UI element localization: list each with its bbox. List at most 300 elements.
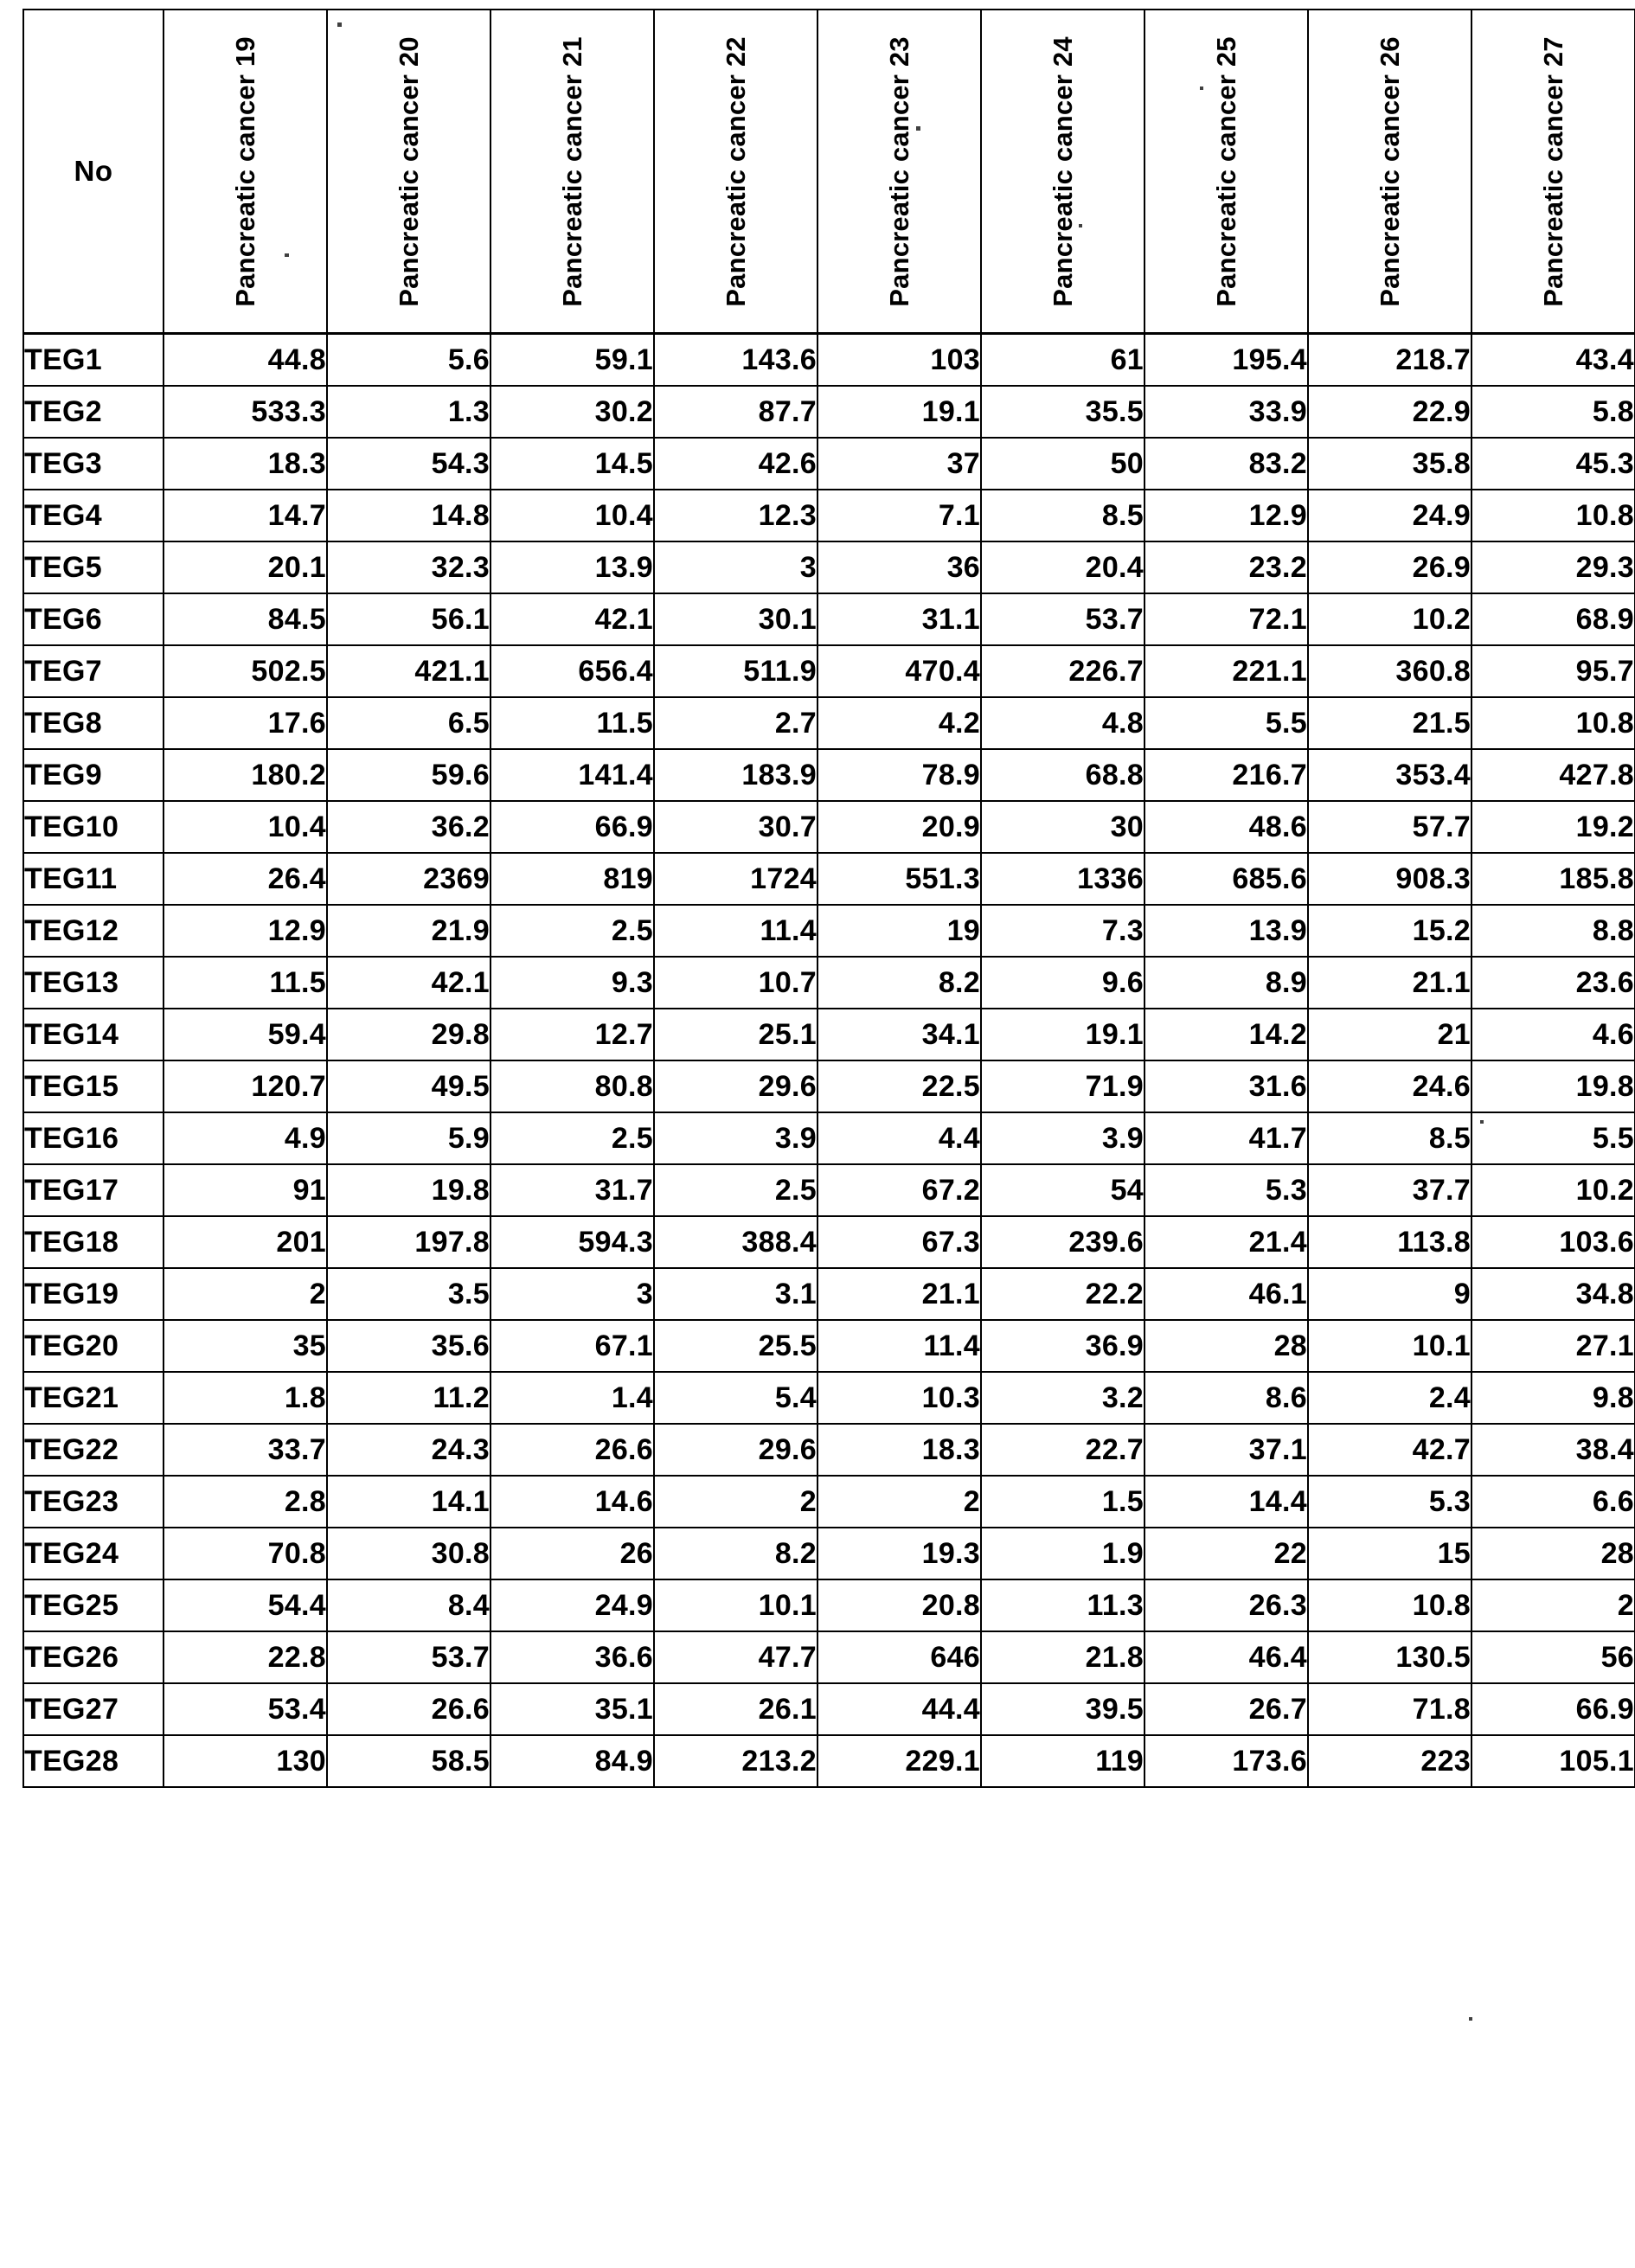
table-cell: 30.2 [490,386,654,438]
table-cell: 5.9 [327,1112,490,1164]
table-cell: 31.6 [1144,1060,1308,1112]
column-header-1 [164,10,327,334]
row-label: TEG21 [23,1372,164,1424]
table-row [23,1735,1635,1787]
table-row [23,438,1635,490]
table-cell: 388.4 [654,1216,818,1268]
table-row [23,490,1635,541]
rotated-header-wrap [1145,10,1307,332]
table-cell: 646 [818,1631,981,1683]
table-cell: 46.1 [1144,1268,1308,1320]
table-cell: 21.1 [818,1268,981,1320]
table-cell: 24.3 [327,1424,490,1476]
table-cell: 8.4 [327,1579,490,1631]
table-cell: 8.6 [1144,1372,1308,1424]
table-cell: 14.7 [164,490,327,541]
table-cell: 3.1 [654,1268,818,1320]
table-cell: 83.2 [1144,438,1308,490]
table-cell: 6.6 [1472,1476,1635,1528]
table-cell: 2 [818,1476,981,1528]
table-cell: 10.2 [1472,1164,1635,1216]
row-label: TEG16 [23,1112,164,1164]
table-cell: 22.5 [818,1060,981,1112]
table-cell: 12.9 [164,905,327,957]
table-cell: 23.6 [1472,957,1635,1009]
table-header-row [23,10,1635,334]
column-header-label: Pancreatic cancer 25 [1211,35,1241,307]
table-cell: 15 [1308,1528,1472,1579]
table-cell: 201 [164,1216,327,1268]
table-cell: 67.3 [818,1216,981,1268]
table-cell: 130.5 [1308,1631,1472,1683]
table-cell: 1.4 [490,1372,654,1424]
table-cell: 26.1 [654,1683,818,1735]
table-cell: 2369 [327,853,490,905]
table-cell: 36.2 [327,801,490,853]
rotated-header-wrap [328,10,490,332]
table-cell: 70.8 [164,1528,327,1579]
table-cell: 9.8 [1472,1372,1635,1424]
row-label: TEG11 [23,853,164,905]
table-body [23,334,1635,1788]
row-label: TEG13 [23,957,164,1009]
row-label: TEG6 [23,593,164,645]
table-cell: 20.4 [981,541,1144,593]
table-cell: 2 [164,1268,327,1320]
table-cell: 4.8 [981,697,1144,749]
table-cell: 1.3 [327,386,490,438]
row-label: TEG17 [23,1164,164,1216]
row-label: TEG22 [23,1424,164,1476]
table-cell: 533.3 [164,386,327,438]
scan-speckle [1469,2017,1472,2021]
table-row [23,801,1635,853]
row-label: TEG3 [23,438,164,490]
table-cell: 11.3 [981,1579,1144,1631]
table-row [23,1112,1635,1164]
table-cell: 25.1 [654,1009,818,1060]
column-header-4 [654,10,818,334]
table-cell: 17.6 [164,697,327,749]
table-cell: 32.3 [327,541,490,593]
table-cell: 26.3 [1144,1579,1308,1631]
rotated-header-wrap [1309,10,1471,332]
row-label: TEG18 [23,1216,164,1268]
table-cell: 185.8 [1472,853,1635,905]
pancreatic-cancer-teg-table [22,9,1635,1788]
table-cell: 11.4 [654,905,818,957]
table-cell: 1724 [654,853,818,905]
table-cell: 67.2 [818,1164,981,1216]
table-cell: 14.8 [327,490,490,541]
table-cell: 68.8 [981,749,1144,801]
table-cell: 3.5 [327,1268,490,1320]
table-cell: 30.1 [654,593,818,645]
table-cell: 130 [164,1735,327,1787]
table-cell: 42.1 [490,593,654,645]
table-cell: 26.4 [164,853,327,905]
table-cell: 53.7 [327,1631,490,1683]
table-cell: 20.8 [818,1579,981,1631]
row-label: TEG25 [23,1579,164,1631]
table-cell: 25.5 [654,1320,818,1372]
table-row [23,593,1635,645]
table-cell: 87.7 [654,386,818,438]
column-header-label: Pancreatic cancer 26 [1375,35,1405,307]
table-cell: 9 [1308,1268,1472,1320]
table-cell: 2.5 [490,905,654,957]
table-cell: 66.9 [490,801,654,853]
table-cell: 7.3 [981,905,1144,957]
table-cell: 2 [654,1476,818,1528]
table-cell: 8.9 [1144,957,1308,1009]
table-cell: 2 [1472,1579,1635,1631]
table-cell: 120.7 [164,1060,327,1112]
table-cell: 551.3 [818,853,981,905]
table-cell: 2.8 [164,1476,327,1528]
row-label: TEG5 [23,541,164,593]
table-cell: 22.8 [164,1631,327,1683]
table-cell: 8.2 [654,1528,818,1579]
table-cell: 5.8 [1472,386,1635,438]
table-cell: 29.6 [654,1060,818,1112]
column-header-6 [981,10,1144,334]
table-cell: 19.1 [818,386,981,438]
table-cell: 511.9 [654,645,818,697]
table-cell: 8.2 [818,957,981,1009]
table-cell: 3.2 [981,1372,1144,1424]
table-row [23,334,1635,387]
table-cell: 10.3 [818,1372,981,1424]
table-row [23,386,1635,438]
table-cell: 30 [981,801,1144,853]
row-label: TEG19 [23,1268,164,1320]
table-cell: 35.1 [490,1683,654,1735]
rotated-header-wrap [164,10,326,332]
table-cell: 39.5 [981,1683,1144,1735]
table-cell: 21.1 [1308,957,1472,1009]
table-cell: 21 [1308,1009,1472,1060]
table-row [23,1476,1635,1528]
table-row [23,1631,1635,1683]
table-cell: 2.5 [654,1164,818,1216]
table-cell: 10.8 [1472,490,1635,541]
table-cell: 68.9 [1472,593,1635,645]
table-cell: 10.2 [1308,593,1472,645]
table-cell: 223 [1308,1735,1472,1787]
row-label: TEG28 [23,1735,164,1787]
table-cell: 1.8 [164,1372,327,1424]
table-cell: 10.4 [164,801,327,853]
table-cell: 43.4 [1472,334,1635,387]
table-row [23,1320,1635,1372]
table-cell: 19 [818,905,981,957]
column-header-label: Pancreatic cancer 27 [1538,35,1568,307]
table-cell: 71.8 [1308,1683,1472,1735]
table-cell: 21.4 [1144,1216,1308,1268]
table-cell: 226.7 [981,645,1144,697]
table-cell: 14.5 [490,438,654,490]
table-cell: 13.9 [1144,905,1308,957]
table-cell: 427.8 [1472,749,1635,801]
table-cell: 42.6 [654,438,818,490]
table-cell: 470.4 [818,645,981,697]
table-cell: 44.8 [164,334,327,387]
table-row [23,905,1635,957]
table-cell: 1.9 [981,1528,1144,1579]
table-cell: 21.9 [327,905,490,957]
table-cell: 58.5 [327,1735,490,1787]
table-row [23,541,1635,593]
table-cell: 35.8 [1308,438,1472,490]
table-row [23,1009,1635,1060]
table-cell: 5.6 [327,334,490,387]
table-cell: 24.9 [1308,490,1472,541]
table-cell: 49.5 [327,1060,490,1112]
table-cell: 656.4 [490,645,654,697]
table-row [23,1216,1635,1268]
table-cell: 908.3 [1308,853,1472,905]
table-cell: 37 [818,438,981,490]
table-cell: 61 [981,334,1144,387]
table-cell: 23.2 [1144,541,1308,593]
table-cell: 360.8 [1308,645,1472,697]
table-cell: 11.4 [818,1320,981,1372]
table-cell: 91 [164,1164,327,1216]
table-cell: 14.2 [1144,1009,1308,1060]
row-label: TEG26 [23,1631,164,1683]
rotated-header-wrap [982,10,1144,332]
table-cell: 26.7 [1144,1683,1308,1735]
table-cell: 14.1 [327,1476,490,1528]
table-cell: 84.9 [490,1735,654,1787]
table-cell: 9.3 [490,957,654,1009]
row-label: TEG15 [23,1060,164,1112]
table-cell: 353.4 [1308,749,1472,801]
table-cell: 180.2 [164,749,327,801]
table-cell: 22.7 [981,1424,1144,1476]
table-cell: 29.6 [654,1424,818,1476]
table-cell: 22.9 [1308,386,1472,438]
table-row [23,697,1635,749]
rotated-header-wrap [818,10,980,332]
table-row [23,1268,1635,1320]
row-label: TEG27 [23,1683,164,1735]
table-cell: 84.5 [164,593,327,645]
table-cell: 66.9 [1472,1683,1635,1735]
table-cell: 103.6 [1472,1216,1635,1268]
table-cell: 141.4 [490,749,654,801]
table-cell: 5.3 [1144,1164,1308,1216]
table-cell: 24.9 [490,1579,654,1631]
table-cell: 3 [654,541,818,593]
row-label: TEG12 [23,905,164,957]
table-cell: 11.5 [164,957,327,1009]
table-cell: 53.7 [981,593,1144,645]
table-cell: 15.2 [1308,905,1472,957]
table-row [23,1579,1635,1631]
table-cell: 21.8 [981,1631,1144,1683]
table-cell: 8.8 [1472,905,1635,957]
table-cell: 37.7 [1308,1164,1472,1216]
table-cell: 173.6 [1144,1735,1308,1787]
table-cell: 38.4 [1472,1424,1635,1476]
column-header-no: No [23,10,164,334]
table-cell: 18.3 [164,438,327,490]
table-cell: 19.2 [1472,801,1635,853]
table-cell: 26.6 [490,1424,654,1476]
rotated-header-wrap [655,10,817,332]
table-cell: 67.1 [490,1320,654,1372]
row-label: TEG24 [23,1528,164,1579]
table-cell: 35.6 [327,1320,490,1372]
table-cell: 26.6 [327,1683,490,1735]
row-label: TEG7 [23,645,164,697]
table-cell: 12.9 [1144,490,1308,541]
table-cell: 29.3 [1472,541,1635,593]
table-cell: 2.7 [654,697,818,749]
table-cell: 35.5 [981,386,1144,438]
table-cell: 213.2 [654,1735,818,1787]
table-row [23,1683,1635,1735]
table-cell: 36.6 [490,1631,654,1683]
table-cell: 7.1 [818,490,981,541]
table-cell: 33.9 [1144,386,1308,438]
table-cell: 18.3 [818,1424,981,1476]
table-cell: 54.3 [327,438,490,490]
table-cell: 819 [490,853,654,905]
table-cell: 54 [981,1164,1144,1216]
table-cell: 10.7 [654,957,818,1009]
table-cell: 216.7 [1144,749,1308,801]
table-cell: 34.1 [818,1009,981,1060]
table-cell: 2.4 [1308,1372,1472,1424]
table-cell: 143.6 [654,334,818,387]
table-cell: 48.6 [1144,801,1308,853]
row-label: TEG10 [23,801,164,853]
table-cell: 3.9 [654,1112,818,1164]
rotated-header-wrap [1472,10,1634,332]
table-cell: 45.3 [1472,438,1635,490]
table-cell: 22 [1144,1528,1308,1579]
table-cell: 11.5 [490,697,654,749]
table-row [23,1164,1635,1216]
table-cell: 197.8 [327,1216,490,1268]
table-cell: 3.9 [981,1112,1144,1164]
table-cell: 20.9 [818,801,981,853]
table-cell: 54.4 [164,1579,327,1631]
row-label: TEG8 [23,697,164,749]
table-cell: 3 [490,1268,654,1320]
column-header-7 [1144,10,1308,334]
table-cell: 41.7 [1144,1112,1308,1164]
table-cell: 5.5 [1144,697,1308,749]
table-cell: 11.2 [327,1372,490,1424]
table-cell: 78.9 [818,749,981,801]
table-cell: 113.8 [1308,1216,1472,1268]
table-cell: 36 [818,541,981,593]
table-row [23,645,1635,697]
table-cell: 4.2 [818,697,981,749]
table-cell: 5.5 [1472,1112,1635,1164]
table-cell: 50 [981,438,1144,490]
table-cell: 31.7 [490,1164,654,1216]
table-cell: 13.9 [490,541,654,593]
table-cell: 10.8 [1308,1579,1472,1631]
table-cell: 5.4 [654,1372,818,1424]
table-cell: 30.8 [327,1528,490,1579]
table-cell: 1336 [981,853,1144,905]
table-cell: 34.8 [1472,1268,1635,1320]
table-cell: 14.6 [490,1476,654,1528]
table-cell: 12.7 [490,1009,654,1060]
table-cell: 119 [981,1735,1144,1787]
column-header-label: Pancreatic cancer 20 [394,35,424,307]
table-cell: 28 [1144,1320,1308,1372]
table-cell: 71.9 [981,1060,1144,1112]
table-cell: 37.1 [1144,1424,1308,1476]
table-cell: 57.7 [1308,801,1472,853]
column-header-5 [818,10,981,334]
row-label: TEG2 [23,386,164,438]
table-row [23,1528,1635,1579]
table-cell: 103 [818,334,981,387]
table-cell: 685.6 [1144,853,1308,905]
table-cell: 19.8 [327,1164,490,1216]
table-cell: 80.8 [490,1060,654,1112]
table-head [23,10,1635,334]
column-header-label: Pancreatic cancer 24 [1048,35,1078,307]
table-cell: 1.5 [981,1476,1144,1528]
table-cell: 72.1 [1144,593,1308,645]
table-cell: 42.7 [1308,1424,1472,1476]
table-cell: 46.4 [1144,1631,1308,1683]
table-cell: 2.5 [490,1112,654,1164]
row-label: TEG23 [23,1476,164,1528]
table-cell: 6.5 [327,697,490,749]
row-label: TEG20 [23,1320,164,1372]
table-row [23,853,1635,905]
table-cell: 56.1 [327,593,490,645]
column-header-9 [1472,10,1635,334]
column-header-label: Pancreatic cancer 23 [884,35,914,307]
table-cell: 53.4 [164,1683,327,1735]
table-cell: 8.5 [1308,1112,1472,1164]
table-row [23,1372,1635,1424]
table-cell: 30.7 [654,801,818,853]
table-cell: 95.7 [1472,645,1635,697]
table-cell: 195.4 [1144,334,1308,387]
table-cell: 183.9 [654,749,818,801]
table-cell: 10.8 [1472,697,1635,749]
table-cell: 31.1 [818,593,981,645]
table-cell: 36.9 [981,1320,1144,1372]
table-cell: 12.3 [654,490,818,541]
table-cell: 56 [1472,1631,1635,1683]
table-cell: 26 [490,1528,654,1579]
column-header-2 [327,10,490,334]
column-header-3 [490,10,654,334]
table-cell: 29.8 [327,1009,490,1060]
table-cell: 502.5 [164,645,327,697]
table-cell: 19.1 [981,1009,1144,1060]
table-cell: 10.1 [654,1579,818,1631]
table-cell: 19.8 [1472,1060,1635,1112]
table-cell: 10.4 [490,490,654,541]
table-cell: 221.1 [1144,645,1308,697]
table-cell: 35 [164,1320,327,1372]
table-cell: 22.2 [981,1268,1144,1320]
